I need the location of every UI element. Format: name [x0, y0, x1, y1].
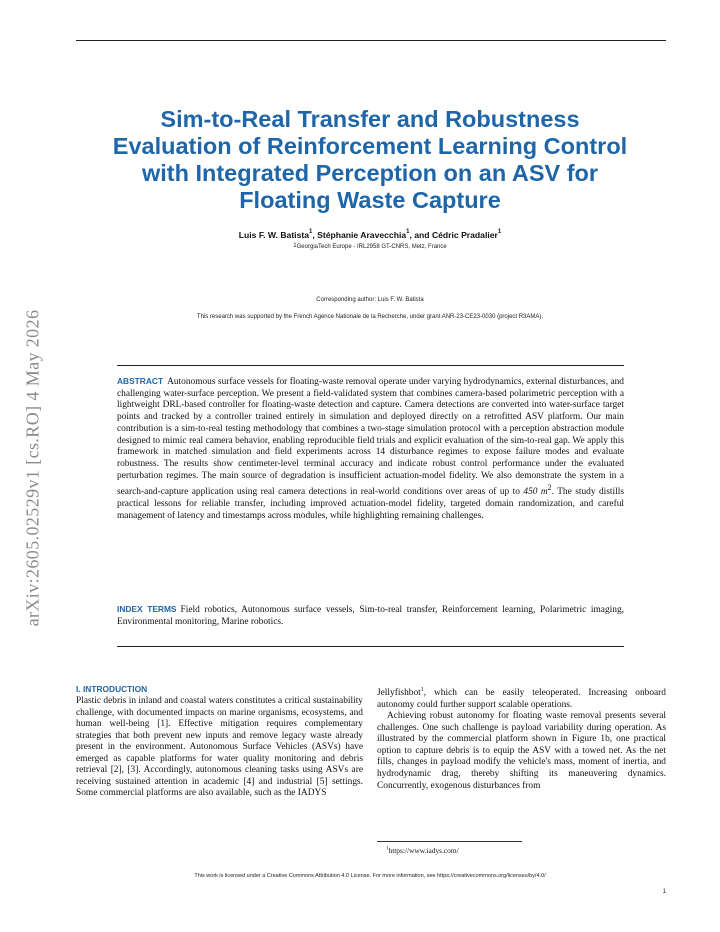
paragraph-text: Jellyfishbot	[377, 688, 421, 699]
abstract-area-value: 450 m	[523, 487, 548, 498]
abstract-top-rule	[117, 365, 624, 366]
section-heading: I. INTRODUCTION	[76, 684, 148, 694]
author-affiliation-mark: 1	[497, 229, 502, 235]
affiliation-mark: 1	[293, 243, 297, 249]
author-name: Stéphanie Aravecchia	[317, 230, 407, 240]
page-number: 1	[662, 889, 666, 895]
author-name: Cédric Pradalier	[431, 230, 498, 240]
paragraph: Achieving robust autonomy for floating waste removal presents several challenges. One such challenge is payload variability during operation. As illustrated by the commercial platform shown in Figure 1b, one practical option to capture debris is to equip the ASV with a towed net. As the net fills, changes in payload modify the vehicle's mass, moment of inertia, and hydrodynamic drag, thereby shifting its maneuvering dynamics. Concurrently, exogenous disturbances from	[377, 711, 666, 791]
author-separator: , and	[409, 230, 432, 240]
paragraph	[377, 685, 666, 711]
arxiv-watermark: arXiv:2605.02529v1 [cs.RO] 4 May 2026	[22, 309, 43, 627]
abstract-text-end: . The study distills practical lessons for reliable transfer, including improved actuation-model fidelity, targeted domain randomization, and careful management of latency and timestamps across modules, while highlighting remaining challenges.	[117, 487, 624, 521]
funding-note: This research was supported by the French Agence Nationale de la Recherche, under grant ANR-23-CE23-0030 (project R3AMA).	[196, 314, 544, 320]
paper-title: Sim-to-Real Transfer and Robustness Evaluation of Reinforcement Learning Control with Integrated Perception on an ASV for Floating Waste Capture	[112, 106, 628, 213]
author-list	[100, 230, 640, 240]
footnote-rule	[377, 841, 522, 842]
index-terms-label: INDEX TERMS	[117, 604, 177, 614]
index-terms	[117, 604, 624, 628]
abstract-text: Autonomous surface vessels for floating-waste removal operate under varying hydrodynamics, external disturbances, and challenging water-surface perception. We present a field-validated system that combines camera-based polarimetric perception with a lightweight DRL-based controller for floating-waste detection and capture. Camera detections are converted into water-surface target points and tracked by a controller trained entirely in simulation and deployed directly on a retrofitted ASV platform. Our main contribution is a sim-to-real testing methodology that combines a two-stage simulation protocol with a perception abstraction module designed to mimic real camera behavior, enabling reproducible field trials and explicit evaluation of the sim-to-real gap. We apply this framework in matched simulation and field experiments across 14 disturbance regimes to expose failure modes and evaluate robustness. The results show centimeter-level terminal accuracy and indicate robust control performance under the evaluated perturbation regimes. The main source of degradation is insufficient actuation-model fidelity. We also demonstrate the system in a search-and-capture application using real camera detections in real-world conditions over areas of up to	[117, 377, 624, 498]
paragraph-text: , which can be easily teleoperated. Increasing onboard autonomy could further support scalable operations.	[377, 688, 666, 710]
license-note: This work is licensed under a Creative Commons Attribution 4.0 License. For more information, see https://creativecommons.org/licenses/by/4.0/	[194, 873, 546, 879]
index-terms-text: Field robotics, Autonomous surface vessels, Sim-to-real transfer, Reinforcement learning, Polarimetric imaging, Environmental monitoring, Marine robotics.	[117, 605, 624, 627]
left-column	[76, 684, 363, 800]
author-separator: ,	[312, 230, 318, 240]
abstract-area-exponent: 2	[547, 483, 552, 493]
footnote-mark: 1	[386, 846, 389, 852]
footnote	[386, 846, 666, 855]
author-affiliation-mark: 1	[406, 229, 410, 235]
abstract-bottom-rule	[117, 646, 624, 647]
author-affiliation-mark: 1	[309, 229, 313, 235]
header-rule	[76, 40, 666, 41]
author-name: Luis F. W. Batista	[238, 230, 309, 240]
affiliation	[100, 244, 640, 250]
paragraph: Plastic debris in inland and coastal waters constitutes a critical sustainability challenge, with documented impacts on marine organisms, ecosystems, and human well-being [1]. Effective mitigation requires complementary strategies that both prevent new inputs and remove legacy waste already present in the environment. Autonomous Surface Vehicles (ASVs) have emerged as capable platforms for water quality monitoring and debris retrieval [2], [3]. Accordingly, autonomous cleaning tasks using ASVs are receiving sustained attention in academic [4] and industrial [5] settings. Some commercial platforms are also available, such as the IADYS	[76, 696, 363, 799]
abstract-label: ABSTRACT	[117, 376, 164, 386]
footnote-link[interactable]: https://www.iadys.com/	[388, 846, 459, 855]
affiliation-text: GeorgiaTech Europe - IRL2958 GT-CNRS, Metz, France	[296, 244, 447, 250]
footnote-reference[interactable]: 1	[420, 687, 424, 693]
abstract	[117, 376, 624, 523]
corresponding-author: Corresponding author: Luis F. W. Batista	[316, 297, 424, 303]
right-column	[377, 685, 666, 792]
